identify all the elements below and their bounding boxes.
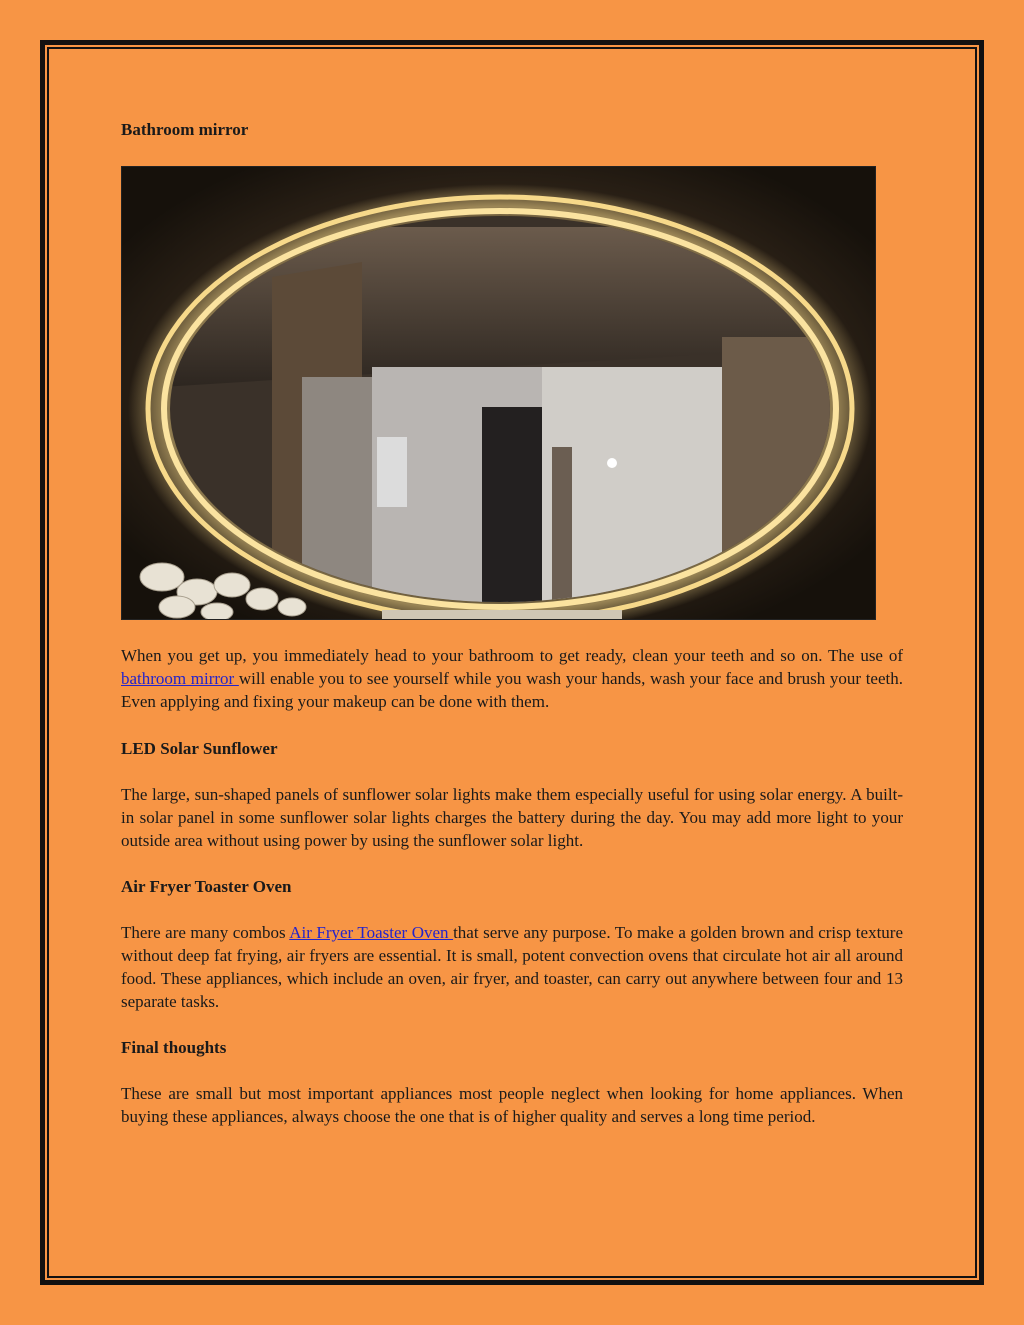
paragraph-bathroom-mirror (121, 644, 903, 713)
heading-final-thoughts: Final thoughts (121, 1038, 227, 1057)
paragraph-text: that serve any purpose. To make a golden brown and crisp texture without deep fat frying, air fryers are essential. It is small, potent convection ovens that circulate hot air all around food. These appliances, which include an oven, air fryer, and toaster, can carry out anywhere between four and 13 separate tasks. (121, 923, 903, 1011)
bathroom-mirror-photo (121, 166, 876, 620)
paragraph-text: will enable you to see yourself while you wash your hands, wash your face and brush your teeth. Even applying and fixing your makeup can be done with them. (121, 669, 903, 711)
document-body (121, 118, 903, 1128)
paragraph-final-thoughts: These are small but most important appliances most people neglect when looking for home appliances. When buying these appliances, always choose the one that is of higher quality and serves a long time period. (121, 1084, 903, 1126)
paragraph-led-solar-sunflower: The large, sun-shaped panels of sunflower solar lights make them especially useful for using solar energy. A built-in solar panel in some sunflower solar lights charges the battery during the day. You may add more light to your outside area without using power by using the sunflower solar light. (121, 785, 903, 850)
heading-air-fryer-toaster-oven: Air Fryer Toaster Oven (121, 877, 292, 896)
paragraph-text: When you get up, you immediately head to your bathroom to get ready, clean your teeth and so on. The use of (121, 646, 903, 665)
heading-led-solar-sunflower: LED Solar Sunflower (121, 739, 278, 758)
paragraph-air-fryer-toaster-oven (121, 921, 903, 1013)
heading-bathroom-mirror: Bathroom mirror (121, 120, 249, 139)
paragraph-text: There are many combos (121, 923, 290, 942)
link-air-fryer-toaster-oven[interactable]: Air Fryer Toaster Oven (289, 923, 454, 942)
link-bathroom-mirror[interactable]: bathroom mirror (121, 669, 239, 688)
